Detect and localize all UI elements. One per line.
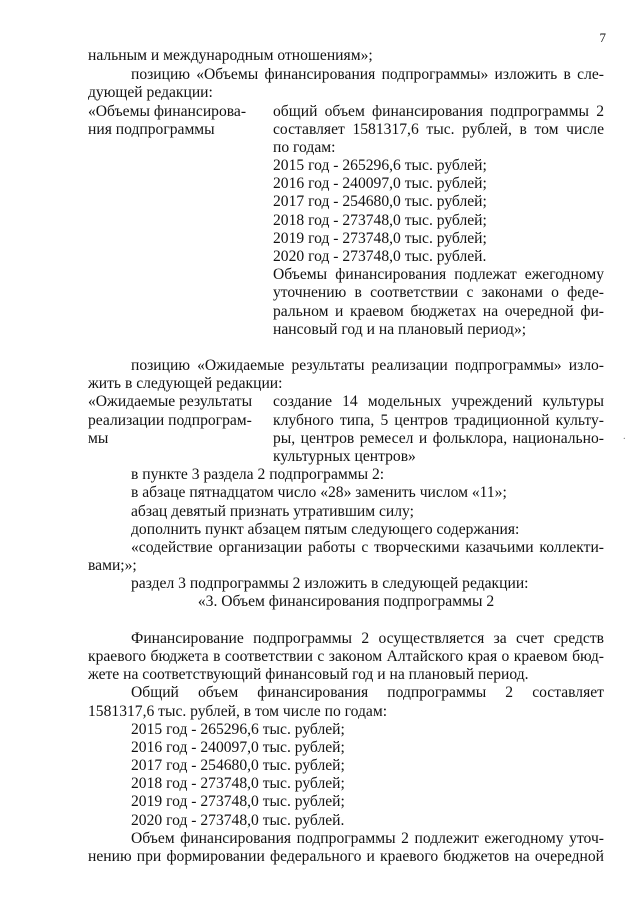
year2-2017: 2017 год - 254680,0 тыс. рублей; xyxy=(131,757,345,775)
final-line-2: нению при формировании федерального и краевого бюджетов на очередной xyxy=(88,848,604,865)
edit-line-1: в пункте 3 раздела 2 подпрограммы 2: xyxy=(131,466,385,484)
section-title: «3. Объем финансирования подпрограммы 2 xyxy=(197,593,495,611)
table2-right-4: культурных центров» xyxy=(273,448,416,465)
page-number: 7 xyxy=(599,30,606,45)
table1-year-2017: 2017 год - 254680,0 тыс. рублей; xyxy=(273,193,487,211)
table1-left-1: «Объемы финансирова- xyxy=(88,102,247,120)
table1-note-4: нансовый год и на плановый период»; xyxy=(273,320,527,338)
table1-year-2016: 2016 год - 240097,0 тыс. рублей; xyxy=(273,175,487,193)
edit-line-3: абзац девятый признать утратившим силу; xyxy=(131,502,414,520)
intro-line-2b: дующей редакции: xyxy=(88,84,213,102)
table1-right-2: составляет 1581317,6 тыс. рублей, в том числе xyxy=(273,120,604,138)
table1-note-2: уточнению в соответствии с законами о феде- xyxy=(273,284,604,302)
table1-year-2019: 2019 год - 273748,0 тыс. рублей; xyxy=(273,229,487,247)
edit-line-5: «содействие организации работы с творческими казачьими коллекти- xyxy=(131,538,604,556)
edit-line-7: раздел 3 подпрограммы 2 изложить в следующей редакции: xyxy=(131,575,529,593)
edit-line-6: вами;»; xyxy=(88,557,137,575)
table2-right-2: клубного типа, 5 центров традиционной культу- xyxy=(273,411,604,429)
table1-year-2015: 2015 год - 265296,6 тыс. рублей; xyxy=(273,157,487,174)
edit-line-2: в абзаце пятнадцатом число «28» заменить числом «11»; xyxy=(131,484,507,502)
para2-line-b: жить в следующей редакции: xyxy=(88,375,283,393)
table1-note-3: ральном и краевом бюджетах на очередной фи- xyxy=(273,302,604,320)
funding-line-3: жете на соответствующий финансовый год и на плановый период. xyxy=(88,666,529,684)
table1-right-3: по годам: xyxy=(273,138,336,156)
para2-line-a: позицию «Ожидаемые результаты реализации подпрограммы» изло- xyxy=(131,357,604,374)
table2-right-1: создание 14 модельных учреждений культуры xyxy=(273,393,604,411)
year2-2019: 2019 год - 273748,0 тыс. рублей; xyxy=(131,793,345,811)
funding-line-2: краевого бюджета в соответствии с законом Алтайского края о краевом бюд- xyxy=(88,648,604,665)
year2-2015: 2015 год - 265296,6 тыс. рублей; xyxy=(131,720,345,738)
table2-left-3: мы xyxy=(88,429,109,447)
intro-line-1: нальным и международным отношениям»; xyxy=(88,47,373,64)
edit-line-4: дополнить пункт абзацем пятым следующего содержания: xyxy=(131,520,520,538)
intro-line-2a: позицию «Объемы финансирования подпрограммы» изложить в сле- xyxy=(131,66,604,84)
table1-note-1: Объемы финансирования подлежат ежегодному xyxy=(273,266,604,284)
table2-right-3: ры, центров ремесел и фольклора, национально- xyxy=(273,429,604,447)
table2-left-2: реализации подпрограм- xyxy=(88,411,252,429)
table2-left-1: «Ожидаемые результаты xyxy=(88,393,253,411)
funding-line-1: Финансирование подпрограммы 2 осуществляется за счет средств xyxy=(131,629,604,647)
year2-2020: 2020 год - 273748,0 тыс. рублей. xyxy=(131,811,345,829)
table1-year-2018: 2018 год - 273748,0 тыс. рублей; xyxy=(273,211,487,229)
table1-left-2: ния подпрограммы xyxy=(88,120,215,138)
total-line-1: Общий объем финансирования подпрограммы 2 составляет xyxy=(131,684,604,702)
table1-right-1: общий объем финансирования подпрограммы 2 xyxy=(273,102,604,120)
year2-2018: 2018 год - 273748,0 тыс. рублей; xyxy=(131,775,345,793)
scan-mark: · xyxy=(622,434,626,445)
table1-year-2020: 2020 год - 273748,0 тыс. рублей. xyxy=(273,247,487,265)
total-line-2: 1581317,6 тыс. рублей, в том числе по годам: xyxy=(88,702,388,720)
year2-2016: 2016 год - 240097,0 тыс. рублей; xyxy=(131,738,345,756)
final-line-1: Объем финансирования подпрограммы 2 подлежит ежегодному уточ- xyxy=(131,829,604,847)
